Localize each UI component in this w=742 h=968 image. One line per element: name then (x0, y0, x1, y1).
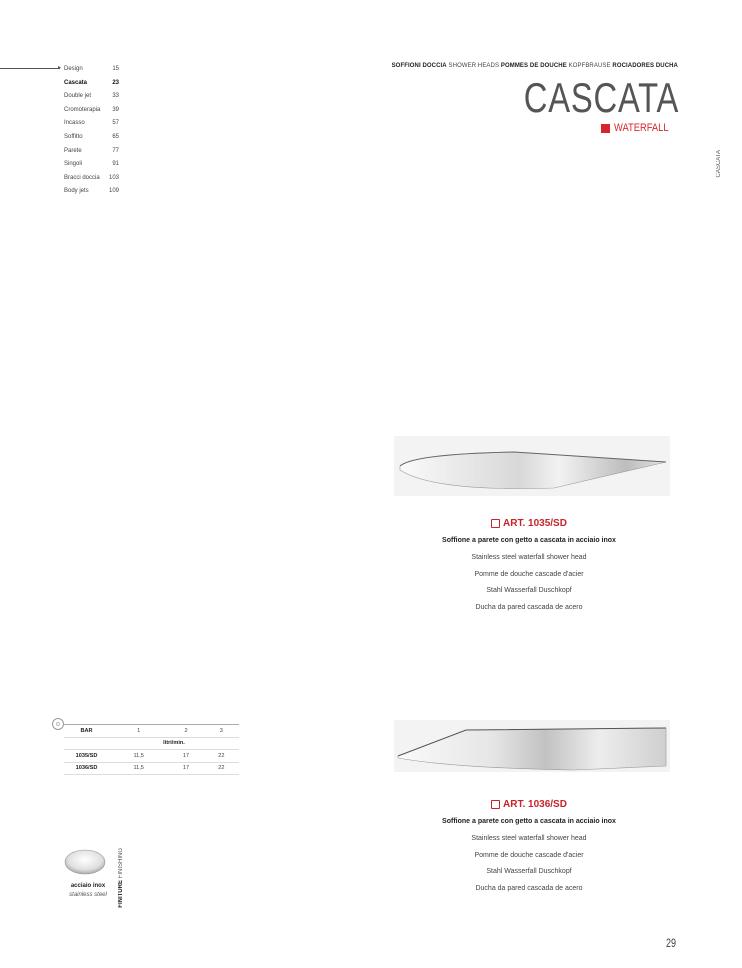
red-square-icon (601, 124, 610, 133)
index-item-singoli[interactable] (64, 158, 119, 172)
index-label: Parete (64, 147, 82, 154)
steel-swatch-illustration (63, 846, 107, 876)
table-cell: 3 (204, 725, 239, 738)
description-en: Stainless steel waterfall shower head (471, 553, 587, 561)
article-number-text: ART. 1036/SD (503, 799, 567, 810)
index-item-body-jets[interactable] (64, 185, 119, 199)
index-label: Body jets (64, 188, 89, 195)
index-item-design[interactable] (64, 63, 119, 77)
table-cell: BAR (64, 725, 109, 738)
index-item-double-jet[interactable] (64, 90, 119, 104)
table-row (64, 762, 239, 775)
index-page: 103 (108, 174, 119, 181)
side-section-label: CASCATA (716, 150, 722, 178)
category-it: SOFFIONI DOCCIA (391, 63, 447, 69)
checkbox-icon (491, 519, 500, 528)
index-item-cascata[interactable] (64, 77, 119, 91)
index-page: 77 (112, 147, 119, 154)
index-label: Double jet (64, 93, 92, 100)
index-label: Soffitto (64, 133, 83, 140)
finish-title-en: FINISHING (118, 848, 124, 879)
index-label: Design (64, 66, 83, 72)
description-de: Stahl Wasserfall Duschkopf (486, 587, 572, 595)
table-header-row (64, 725, 239, 738)
table-row (64, 750, 239, 763)
category-de: KOPFBRAUSE (568, 63, 611, 69)
table-cell: 11,5 (109, 762, 168, 775)
product-image-1035 (394, 436, 670, 496)
index-page: 65 (112, 133, 119, 140)
flow-rate-icon: ⊙ (52, 718, 64, 730)
table-cell: 1035/SD (64, 750, 109, 763)
index-page: 57 (112, 120, 119, 127)
index-item-cromoterapia[interactable] (64, 104, 119, 118)
shower-head-square-illustration (394, 720, 670, 772)
finish-name-en: stainless steel (69, 892, 107, 898)
table-cell: 11,5 (109, 750, 168, 763)
product-1036-info (380, 799, 678, 898)
table-cell: 1 (109, 725, 168, 738)
index-label: Cromoterapia (64, 106, 101, 113)
arrow-right-icon: ▸ (58, 65, 62, 71)
category-es: ROCIADORES DUCHA (612, 63, 678, 69)
page-subtitle (601, 122, 678, 134)
table-cell: 2 (168, 725, 203, 738)
product-image-1036 (394, 720, 670, 772)
product-1035-info (380, 518, 678, 617)
flow-rate-table (64, 724, 239, 775)
index-page: 91 (112, 161, 119, 168)
index-label: Bracci doccia (64, 174, 100, 181)
index-page: 15 (112, 66, 119, 72)
index-item-parete[interactable] (64, 145, 119, 159)
finish-section-label (118, 848, 124, 908)
index-item-bracci-doccia[interactable] (64, 172, 119, 186)
description-fr: Pomme de douche cascade d'acier (474, 851, 584, 859)
index-pointer-line (0, 68, 60, 69)
table-cell: 22 (204, 762, 239, 775)
table-cell: 17 (168, 750, 203, 763)
subtitle-text: WATERFALL (613, 122, 669, 134)
article-number-text: ART. 1035/SD (503, 518, 567, 529)
table-cell: 22 (204, 750, 239, 763)
page-number: 29 (666, 936, 677, 950)
checkbox-icon (491, 800, 500, 809)
page-title: CASCATA (523, 74, 679, 121)
description-it: Soffione a parete con getto a cascata in acciaio inox (442, 818, 616, 825)
article-number (380, 799, 678, 810)
chapter-index (64, 63, 119, 199)
finish-label (64, 882, 112, 900)
table-unit-row (64, 737, 239, 750)
index-page: 39 (112, 106, 119, 113)
description-es: Ducha da pared cascada de acero (475, 604, 583, 612)
description-it: Soffione a parete con getto a cascata in acciaio inox (442, 537, 616, 544)
index-label: Cascata (64, 79, 88, 86)
finish-name: acciaio inox (70, 883, 106, 889)
category-en: SHOWER HEADS (448, 63, 500, 69)
category-line (392, 63, 678, 69)
description-fr: Pomme de douche cascade d'acier (474, 570, 584, 578)
article-number (380, 518, 678, 529)
description-de: Stahl Wasserfall Duschkopf (486, 868, 572, 876)
index-label: Incasso (64, 120, 85, 127)
index-page: 109 (108, 188, 119, 195)
shower-head-thin-illustration (394, 436, 670, 496)
index-item-incasso[interactable] (64, 117, 119, 131)
index-page: 23 (112, 79, 119, 86)
index-label: Singoli (64, 161, 83, 168)
finish-title: FINITURE (118, 880, 124, 908)
index-item-soffitto[interactable] (64, 131, 119, 145)
table-cell: 17 (168, 762, 203, 775)
description-en: Stainless steel waterfall shower head (471, 834, 587, 842)
table-cell: 1036/SD (64, 762, 109, 775)
index-page: 33 (112, 93, 119, 100)
finish-swatch-image (63, 846, 107, 876)
table-unit: litri/min. (109, 737, 239, 750)
description-es: Ducha da pared cascada de acero (475, 885, 583, 893)
category-fr: POMMES DE DOUCHE (500, 63, 567, 69)
